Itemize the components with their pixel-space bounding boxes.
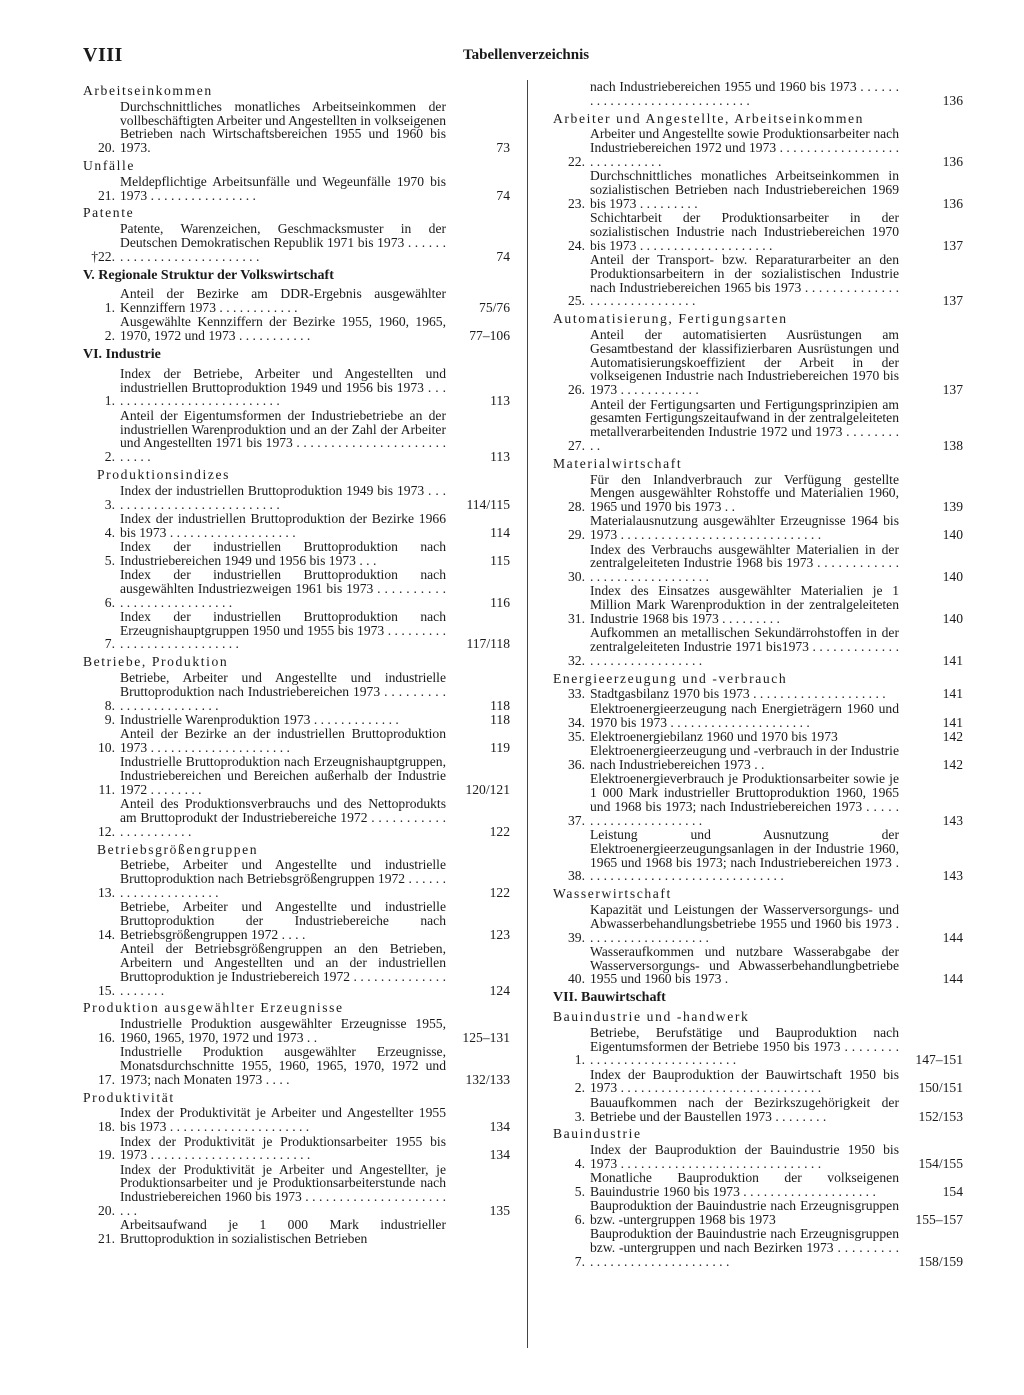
- entry-title: Index der industriellen Bruttoproduktion 1949 bis 1973 . . . . . . . . . . . . . . . . . . . . . . . . . . .: [120, 482, 446, 512]
- entry-number: 22.: [568, 153, 585, 169]
- entry-number: 21.: [98, 1231, 115, 1247]
- entry-number: 25.: [568, 293, 585, 309]
- entry-page: 140: [942, 610, 963, 626]
- entry-number: 38.: [568, 868, 585, 884]
- subsection-heading: Wasserwirtschaft: [553, 886, 672, 902]
- entry-page: 154: [942, 1184, 963, 1200]
- entry-page: 119: [490, 740, 510, 756]
- toc-entry: [553, 730, 963, 744]
- subsection-heading: Arbeitseinkommen: [83, 83, 213, 98]
- entry-page: 134: [489, 1147, 510, 1163]
- entry-number: 2.: [104, 449, 115, 465]
- toc-entry: [83, 568, 510, 609]
- entry-title: Durchschnittliches monatliches Arbeitseinkommen in sozialistischen Betrieben nach Industriebereichen 1969 bis 1973 . . . . . . . . .: [590, 168, 899, 211]
- entry-page: 144: [942, 971, 963, 987]
- section-heading: VI. Industrie: [83, 347, 161, 363]
- entry-page: 137: [942, 382, 963, 398]
- entry-number: 6.: [574, 1212, 585, 1228]
- entry-number: 28.: [568, 499, 585, 515]
- toc-entry: [553, 398, 963, 453]
- entry-page: 116: [490, 594, 510, 610]
- toc-entry: [83, 1218, 510, 1246]
- entry-number: 11.: [98, 781, 115, 797]
- subsection-heading: Unfälle: [83, 157, 135, 173]
- entry-number: 2.: [574, 1080, 585, 1096]
- toc-entry: [553, 1096, 963, 1124]
- toc-entry: [83, 671, 510, 712]
- toc-right-column: [553, 80, 963, 1269]
- entry-number: 3.: [104, 496, 115, 512]
- entry-title: Index der Bauproduktion der Bauindustrie 1950 bis 1973 . . . . . . . . . . . . . . . . . . . . . . . . . . . . . .: [590, 1142, 899, 1171]
- entry-number: 14.: [98, 926, 115, 942]
- subsection-heading: Betriebe, Produktion: [83, 654, 229, 670]
- toc-entry: [553, 543, 963, 584]
- toc-entry: [83, 797, 510, 838]
- subsection-heading: Produktion ausgewählter Erzeugnisse: [83, 1000, 344, 1016]
- entry-page: 135: [489, 1203, 510, 1219]
- entry-title: Arbeiter und Angestellte sowie Produktionsarbeiter nach Industriebereichen 1972 und 1973 . . . . . . . . . . . . . . . . . . . . . . . . . . . . .: [590, 126, 899, 169]
- toc-entry: [83, 1135, 510, 1163]
- toc-entry: [83, 727, 510, 755]
- toc-entry: [83, 1163, 510, 1218]
- toc-entry: [553, 945, 963, 986]
- entry-number: 7.: [574, 1254, 585, 1270]
- entry-page: 147–151: [915, 1052, 963, 1068]
- entry-page: 125–131: [462, 1030, 510, 1045]
- entry-title: Kapazität und Leistungen der Wasserversorgungs- und Abwasserbehandlungsbetriebe 1955 und 1960 bis 1973 . . . . . . . . . . . . . . . . . . .: [590, 901, 899, 945]
- entry-page: 143: [942, 812, 963, 828]
- toc-entry: [553, 828, 963, 883]
- entry-page: 137: [942, 237, 963, 253]
- toc-entry: [83, 367, 510, 408]
- entry-number: 1.: [574, 1052, 585, 1068]
- entry-title: Index der Bauproduktion der Bauwirtschaft 1950 bis 1973 . . . . . . . . . . . . . . . . . . . . . . . . . . . . . .: [590, 1066, 899, 1096]
- entry-number: 29.: [568, 527, 585, 543]
- toc-entry: [553, 772, 963, 827]
- entry-title: Betriebe, Arbeiter und Angestellte und industrielle Bruttoproduktion nach Industriebereichen 1973 . . . . . . . . . . . . . . . . . . . . . . . .: [120, 670, 446, 713]
- entry-page: 139: [942, 499, 963, 515]
- entry-page: 150/151: [918, 1080, 963, 1096]
- toc-entry: [553, 514, 963, 542]
- entry-title: Patente, Warenzeichen, Geschmacksmuster in der Deutschen Demokratischen Republik 1971 bis 1973 . . . . . . . . . . . . . . . . . . . . . . . . . . .: [120, 221, 446, 264]
- toc-entry: [553, 1199, 963, 1227]
- entry-page: 136: [942, 195, 963, 211]
- entry-page: 114: [490, 524, 510, 540]
- toc-entry: [83, 222, 510, 263]
- toc-entry: [83, 315, 510, 343]
- toc-entry: [553, 1171, 963, 1199]
- entry-page: 152/153: [918, 1108, 963, 1124]
- entry-page: 122: [489, 823, 510, 839]
- entry-number: 20.: [98, 1203, 115, 1219]
- entry-page: 118: [490, 697, 510, 713]
- entry-number: 19.: [98, 1147, 115, 1163]
- entry-number: 17.: [98, 1071, 115, 1087]
- subsection-heading: Produktivität: [83, 1089, 175, 1105]
- toc-entry: [83, 942, 510, 997]
- entry-number: 24.: [568, 237, 585, 253]
- entry-title: Index des Einsatzes ausgewählter Materialien je 1 Million Mark Warenproduktion in der zentralgeleiteten Industrie 1968 bis 1973 . . . . . . . . .: [590, 583, 899, 626]
- toc-entry: [83, 1045, 510, 1086]
- entry-number: 6.: [104, 594, 115, 610]
- entry-title: Anteil der Fertigungsarten und Fertigungsprinzipien am gesamten Fertigungszeitaufwand in der zentralgeleiteten metallverarbeitenden Industrie 1972 und 1973 . . . . . . . . . .: [590, 396, 899, 453]
- entry-title: Industrielle Produktion ausgewählter Erzeugnisse 1955, 1960, 1965, 1970, 1972 und 1973 . .: [120, 1016, 446, 1045]
- entry-page: 122: [489, 885, 510, 901]
- entry-number: 30.: [568, 569, 585, 585]
- entry-page: 74: [496, 248, 510, 264]
- entry-title: Ausgewählte Kennziffern der Bezirke 1955, 1960, 1965, 1970, 1972 und 1973 . . . . . . . . . . .: [120, 314, 446, 344]
- toc-entry: [553, 1026, 963, 1067]
- entry-title: Index der Produktivität je Produktionsarbeiter 1955 bis 1973 . . . . . . . . . . . . . . . . . . . . . . . .: [120, 1133, 446, 1163]
- subsection-heading: Produktionsindizes: [97, 466, 231, 482]
- entry-title: Index der Betriebe, Arbeiter und Angestellten und industriellen Bruttoproduktion 1949 und 1956 bis 1973 . . . . . . . . . . . . . . . . . . . . . . . . . . .: [120, 365, 446, 409]
- entry-title: Index der Produktivität je Arbeiter und Angestellter, je Produktionsarbeiter und je Produktionsarbeiterstunde nach Industriebereichen 1960 bis 1973 . . . . . . . . . . . . . . . . . . . . . . . .: [120, 1161, 446, 1219]
- toc-entry: [553, 473, 963, 514]
- toc-entry: [553, 1143, 963, 1171]
- entry-number: 18.: [98, 1119, 115, 1135]
- entry-number: 34.: [568, 714, 585, 730]
- subsection-heading: Patente: [83, 205, 135, 221]
- entry-title: Index der Produktivität je Arbeiter und Angestellter 1955 bis 1973 . . . . . . . . . . . . . . . . . . . . .: [120, 1105, 446, 1135]
- entry-number: 26.: [568, 382, 585, 398]
- entry-title: Anteil der Eigentumsformen der Industriebetriebe an der industriellen Warenproduktion und an der Zahl der Arbeiter und Angestellten 1971 bis 1973 . . . . . . . . . . . . . . . . . . . . . . . . . . .: [120, 407, 446, 465]
- entry-number: 4.: [574, 1155, 585, 1171]
- subsection-heading: Automatisierung, Fertigungsarten: [553, 311, 788, 327]
- entry-title: Wasseraufkommen und nutzbare Wasserabgabe der Wasserversorgungs- und Abwasserbehandlungbetriebe 1955 und 1960 bis 1973 .: [590, 943, 899, 987]
- entry-page: 74: [496, 187, 510, 203]
- entry-page: 124: [489, 982, 510, 998]
- entry-title: Anteil der Betriebsgrößengruppen an den Betrieben, Arbeitern und Angestellten und an der industriellen Bruttoproduktion je Industriebereich 1972 . . . . . . . . . . . . . . . . . . . . .: [120, 941, 446, 998]
- entry-title: Stadtgasbilanz 1970 bis 1973 . . . . . . . . . . . . . . . . . . . .: [590, 686, 886, 702]
- entry-page: 144: [942, 929, 963, 945]
- entry-title: Materialausnutzung ausgewählter Erzeugnisse 1964 bis 1973 . . . . . . . . . . . . . . . . . . . . . . . . . . . . . .: [590, 513, 899, 543]
- entry-page: 158/159: [918, 1254, 963, 1270]
- entry-page: 77–106: [469, 328, 510, 344]
- toc-entry: [83, 610, 510, 651]
- entry-number: 16.: [98, 1030, 115, 1045]
- entry-number: 5.: [104, 552, 115, 568]
- entry-number: 1.: [104, 300, 115, 316]
- entry-title: Leistung und Ausnutzung der Elektroenergieerzeugungsanlagen in der Industrie 1960, 1965 und 1968 bis 1973; nach Industriebereichen 1973 . . . . . . . . . . . . . . . . . . . . . . . . . . . . . .: [590, 826, 899, 884]
- entry-title: Anteil der automatisierten Ausrüstungen am Gesamtbestand der klassifizierbaren Ausrüstungen und Automatisierungskoeffizient der Arbeit in der volkseigenen Industrie nach Industriebereichen 1970 bis 1973 . . . . . . . . . . . .: [590, 327, 899, 398]
- entry-page: 143: [942, 868, 963, 884]
- entry-number: 1.: [104, 393, 115, 409]
- entry-title: Betriebe, Arbeiter und Angestellte und industrielle Bruttoproduktion nach Betriebsgrößengruppen 1972 . . . . . . . . . . . . . . . . . . . . .: [120, 857, 446, 901]
- entry-number: 39.: [568, 929, 585, 945]
- entry-title: Anteil des Produktionsverbrauchs und des Nettoprodukts am Bruttoprodukt der Industriebereiche 1972 . . . . . . . . . . . . . . . . . . . . . .: [120, 796, 446, 839]
- entry-title: Bauproduktion der Bauindustrie nach Erzeugnisgruppen bzw. -untergruppen 1968 bis 1973: [590, 1198, 899, 1228]
- entry-title: Meldepflichtige Arbeitsunfälle und Wegeunfälle 1970 bis 1973 . . . . . . . . . . . . . . . .: [120, 173, 446, 203]
- toc-entry: [553, 584, 963, 625]
- entry-title: Für den Inlandverbrauch zur Verfügung gestellte Mengen ausgewählter Rohstoffe und Materialien 1960, 1965 und 1970 bis 1973 . .: [590, 471, 899, 515]
- entry-page: 120/121: [465, 781, 510, 797]
- toc-entry: [83, 512, 510, 540]
- entry-page: 123: [489, 926, 510, 942]
- entry-title: Arbeitsaufwand je 1 000 Mark industrieller Bruttoproduktion in sozialistischen Betrieben: [120, 1217, 446, 1247]
- entry-number: 2.: [104, 328, 115, 344]
- entry-page: 136: [942, 92, 963, 108]
- entry-page: 118: [490, 711, 510, 727]
- entry-number: 15.: [98, 982, 115, 998]
- entry-page: 132/133: [465, 1071, 510, 1087]
- toc-entry: [83, 1106, 510, 1134]
- section-heading: V. Regionale Struktur der Volkswirtschaft: [83, 267, 334, 283]
- entry-number: 10.: [98, 740, 115, 756]
- toc-entry: [553, 903, 963, 944]
- entry-title: Anteil der Transport- bzw. Reparaturarbeiter an den Produktionsarbeitern in der sozialistischen Industrie nach Industriebereichen 1965 bis 1973 . . . . . . . . . . . . . . . . . . . . . . . . . . . . . .: [590, 252, 899, 309]
- subsection-heading: Bauindustrie und -handwerk: [553, 1009, 750, 1024]
- entry-title: Bauproduktion der Bauindustrie nach Erzeugnisgruppen bzw. -untergruppen und nach Bezirken 1973 . . . . . . . . . . . . . . . . . . . . . . . . . . . . . .: [590, 1226, 899, 1270]
- subsection-heading: Betriebsgrößengruppen: [97, 841, 259, 857]
- entry-title: Elektroenergieerzeugung nach Energieträgern 1960 und 1970 bis 1973 . . . . . . . . . . . . . . . . . . . . .: [590, 700, 899, 730]
- entry-number: 36.: [568, 756, 585, 772]
- subsection-heading: Energieerzeugung und -verbrauch: [553, 670, 788, 686]
- toc-entry: [83, 858, 510, 899]
- entry-number: 40.: [568, 971, 585, 987]
- entry-title: Betriebe, Berufstätige und Bauproduktion nach Eigentumsformen der Betriebe 1950 bis 1973 . . . . . . . . . . . . . . . . . . . . . . . . . . . . . .: [590, 1024, 899, 1068]
- entry-title: Betriebe, Arbeiter und Angestellte und industrielle Bruttoproduktion der Industriebereiche nach Betriebsgrößengruppen 1972 . . . .: [120, 899, 446, 942]
- toc-entry: [83, 484, 510, 512]
- entry-title: Monatliche Bauproduktion der volkseigenen Bauindustrie 1960 bis 1973 . . . . . . . . . . . . . . . . . . . .: [590, 1170, 899, 1200]
- entry-number: 27.: [568, 437, 585, 453]
- entry-title: Index der industriellen Bruttoproduktion nach Industriebereichen 1949 und 1956 bis 1973 . . .: [120, 538, 446, 568]
- toc-entry: [553, 80, 963, 108]
- entry-title: Durchschnittliches monatliches Arbeitseinkommen der vollbeschäftigten Arbeiter und Angestellten in volkseigenen Betrieben nach Wirtschaftsbereichen 1955 und 1960 bis 1973.: [120, 98, 446, 156]
- entry-page: 134: [489, 1119, 510, 1135]
- entry-number: 8.: [104, 697, 115, 713]
- page-header: [83, 44, 963, 68]
- section-heading: VII. Bauwirtschaft: [553, 990, 666, 1006]
- subsection-heading: Arbeiter und Angestellte, Arbeitseinkommen: [553, 110, 865, 126]
- toc-entry: [83, 755, 510, 796]
- entry-number: †22.: [91, 248, 115, 264]
- entry-number: 9.: [104, 711, 115, 727]
- entry-page: 154/155: [918, 1155, 963, 1171]
- entry-page: 136: [942, 153, 963, 169]
- toc-entry: [83, 540, 510, 568]
- entry-page: 113: [490, 393, 510, 409]
- entry-page: 141: [942, 652, 963, 668]
- entry-number: 31.: [568, 610, 585, 626]
- toc-entry: [553, 1227, 963, 1268]
- entry-number: 23.: [568, 195, 585, 211]
- toc-entry: [83, 287, 510, 315]
- toc-entry: [83, 175, 510, 203]
- toc-entry: [553, 1068, 963, 1096]
- entry-number: 37.: [568, 812, 585, 828]
- entry-page: 115: [490, 552, 510, 568]
- entry-page: 142: [942, 728, 963, 744]
- entry-page: 141: [942, 714, 963, 730]
- entry-number: 12.: [98, 823, 115, 839]
- entry-page: 155–157: [915, 1212, 963, 1228]
- entry-page: 137: [942, 293, 963, 309]
- toc-entry: [83, 713, 510, 727]
- entry-title: Anteil der Bezirke am DDR-Ergebnis ausgewählter Kennziffern 1973 . . . . . . . . . . . .: [120, 286, 446, 316]
- entry-title: Index des Verbrauchs ausgewählter Materialien in der zentralgeleiteten Industrie 1968 bis 1973 . . . . . . . . . . . . . . . . . . . . . . . . . . . . . .: [590, 541, 899, 585]
- entry-number: 20.: [98, 140, 115, 156]
- entry-title: Index der industriellen Bruttoproduktion nach ausgewählten Industriezweigen 1961 bis 1973 . . . . . . . . . . . . . . . . . . . . . . . . . . .: [120, 567, 446, 610]
- subsection-heading: Bauindustrie: [553, 1126, 642, 1142]
- entry-number: 13.: [98, 885, 115, 901]
- toc-entry: [553, 687, 963, 701]
- entry-page: 73: [496, 140, 510, 156]
- entry-page: 141: [942, 686, 963, 702]
- toc-entry: [553, 328, 963, 397]
- toc-entry: [83, 100, 510, 155]
- toc-entry: [83, 900, 510, 941]
- entry-page: 113: [490, 449, 510, 465]
- entry-title: Bauaufkommen nach der Bezirkszugehörigkeit der Betriebe und der Baustellen 1973 . . . . . . . .: [590, 1094, 899, 1124]
- page-number: VIII: [83, 44, 123, 66]
- toc-entry: [553, 127, 963, 168]
- toc-entry: [553, 626, 963, 667]
- entry-page: 142: [942, 756, 963, 772]
- toc-entry: [553, 253, 963, 308]
- entry-title: Elektroenergieverbrauch je Produktionsarbeiter sowie je 1 000 Mark industrieller Bruttoproduktion 1960, 1965 und 1968 bis 1973; nach Industriebereichen 1973 . . . . . . . . . . . . . . . . . . . . . .: [590, 771, 899, 828]
- entry-title: Industrielle Produktion ausgewählter Erzeugnisse, Monatsdurchschnitte 1955, 1960, 1965, 1970, 1972 und 1973; nach Monaten 1973 . . . .: [120, 1044, 446, 1087]
- entry-number: 4.: [104, 524, 115, 540]
- toc-entry: [553, 702, 963, 730]
- entry-number: 32.: [568, 652, 585, 668]
- entry-number: 3.: [574, 1108, 585, 1124]
- entry-title: Aufkommen an metallischen Sekundärrohstoffen in der zentralgeleiteten Industrie 1971 bis1973 . . . . . . . . . . . . . . . . . . . . . . . . . . . . . .: [590, 625, 899, 668]
- toc-entry: [83, 1017, 510, 1045]
- entry-title: Schichtarbeit der Produktionsarbeiter in der sozialistischen Industrie nach Industriebereichen 1970 bis 1973 . . . . . . . . . . . . . . . . . . . .: [590, 210, 899, 253]
- toc-entry: [553, 744, 963, 772]
- entry-number: 35.: [568, 728, 585, 744]
- entry-number: 21.: [98, 187, 115, 203]
- entry-page: 117/118: [466, 636, 510, 652]
- entry-page: 75/76: [479, 300, 510, 316]
- toc-entry: [553, 169, 963, 210]
- toc-left-column: [83, 80, 510, 1246]
- entry-number: 33.: [568, 686, 585, 702]
- toc-entry: [553, 211, 963, 252]
- entry-title: Elektroenergieerzeugung und -verbrauch in der Industrie nach Industriebereichen 1973 . .: [590, 743, 899, 772]
- entry-page: 140: [942, 569, 963, 585]
- entry-title: nach Industriebereichen 1955 und 1960 bis 1973 . . . . . . . . . . . . . . . . . . . . . . . . . . . . . .: [590, 79, 899, 108]
- running-title: Tabellenverzeichnis: [463, 47, 590, 63]
- entry-page: 114/115: [466, 496, 510, 512]
- entry-page: 140: [942, 527, 963, 543]
- entry-title: Index der industriellen Bruttoproduktion der Bezirke 1966 bis 1973 . . . . . . . . . . . . . . . . . . .: [120, 510, 446, 540]
- entry-title: Industrielle Warenproduktion 1973 . . . . . . . . . . . . .: [120, 711, 399, 727]
- entry-title: Elektroenergiebilanz 1960 und 1970 bis 1973: [590, 728, 838, 744]
- entry-number: 7.: [104, 636, 115, 652]
- entry-title: Index der industriellen Bruttoproduktion nach Erzeugnishauptgruppen 1950 und 1955 bis 1973 . . . . . . . . . . . . . . . . . . . . . . . . . . .: [120, 608, 446, 652]
- toc-entry: [83, 409, 510, 464]
- entry-title: Industrielle Bruttoproduktion nach Erzeugnishauptgruppen, Industriebereichen und Bereichen außerhalb der Industrie 1972 . . . . . . . .: [120, 754, 446, 797]
- subsection-heading: Materialwirtschaft: [553, 455, 683, 471]
- entry-number: 5.: [574, 1184, 585, 1200]
- column-divider: [527, 80, 528, 1348]
- entry-title: Anteil der Bezirke an der industriellen Bruttoproduktion 1973 . . . . . . . . . . . . . . . . . . . . .: [120, 726, 446, 756]
- entry-page: 138: [942, 437, 963, 453]
